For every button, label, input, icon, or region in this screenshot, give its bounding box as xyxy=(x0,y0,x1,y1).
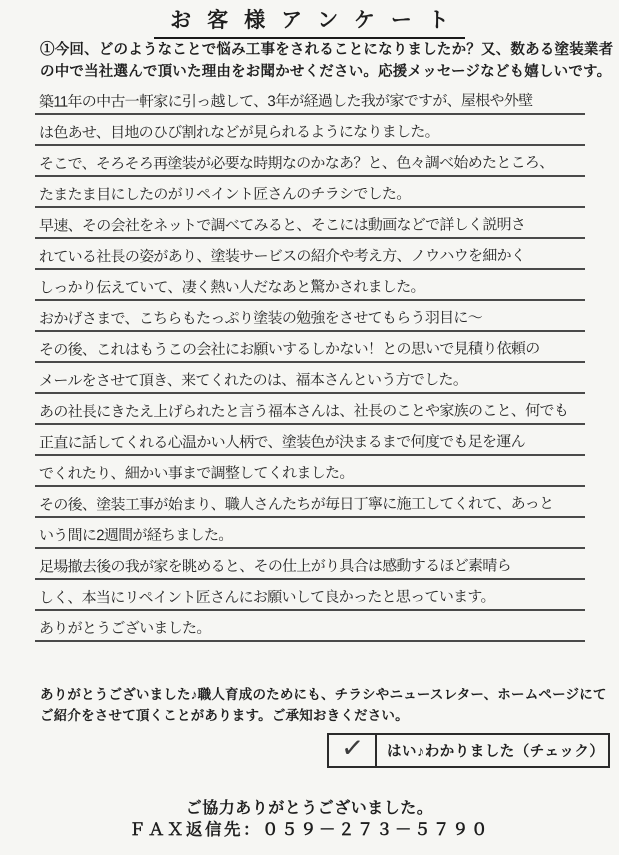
answer-line[interactable] xyxy=(35,301,585,332)
answer-line[interactable] xyxy=(35,146,585,177)
footer-thanks: ご協力ありがとうございました。 xyxy=(185,800,434,817)
answer-line[interactable] xyxy=(35,115,585,146)
acknowledge-checkbox[interactable] xyxy=(329,732,377,766)
answer-line-text: その後、塗装工事が始まり、職人さんたちが毎日丁寧に施工してくれて、あっと xyxy=(38,495,554,514)
answer-line-text: しっかり伝えていて、凄く熱い人だなあと驚かされました。 xyxy=(38,278,425,297)
answer-line[interactable] xyxy=(35,84,585,115)
answer-line[interactable] xyxy=(35,239,585,270)
answer-line-text: 足場撤去後の我が家を眺めると、その仕上がり具合は感動するほど素晴ら xyxy=(38,557,511,576)
acknowledge-label: はい♪わかりました（チェック） xyxy=(387,744,605,760)
page-title xyxy=(0,4,619,39)
answer-line[interactable] xyxy=(35,518,585,549)
answer-line[interactable] xyxy=(35,208,585,239)
answer-line-text: メールをさせて頂き、来てくれたのは、福本さんという方でした。 xyxy=(38,371,468,390)
answer-line[interactable] xyxy=(35,363,585,394)
answer-line-text: そこで、そろそろ再塗装が必要な時期なのかなあ？と、色々調べ始めたところ、 xyxy=(38,154,554,173)
answer-line-text: 築11年の中古一軒家に引っ越して、3年が経過した我が家ですが、屋根や外壁 xyxy=(38,92,533,111)
answer-line[interactable] xyxy=(35,487,585,518)
footer-fax-number: ＦＡＸ返信先：０５９－２７３－５７９０ xyxy=(129,821,490,839)
answer-line[interactable] xyxy=(35,456,585,487)
answer-line-text: あの社長にきたえ上げられたと言う福本さんは、社長のことや家族のこと、何でも xyxy=(38,402,569,421)
answer-line[interactable] xyxy=(35,394,585,425)
answer-line[interactable] xyxy=(35,177,585,208)
answer-line-text: でくれたり、細かい事まで調整してくれました。 xyxy=(38,464,354,483)
answer-line-text: ありがとうございました。 xyxy=(38,619,211,638)
answer-line-text: その後、これはもうこの会社にお願いするしかない！との思いで見積り依頼の xyxy=(38,340,540,359)
answer-line-text: れている社長の姿があり、塗装サービスの紹介や考え方、ノウハウを細かく xyxy=(38,247,526,266)
answer-line-text: 早速、その会社をネットで調べてみると、そこには動画などで詳しく説明さ xyxy=(38,216,526,235)
answer-line-text: しく、本当にリペイント匠さんにお願いして良かったと思っています。 xyxy=(38,588,495,607)
answer-line[interactable] xyxy=(35,580,585,611)
answer-line[interactable] xyxy=(35,332,585,363)
answer-line-text: おかげさまで、こちらもたっぷり塗装の勉強をさせてもらう羽目に〜 xyxy=(38,309,483,328)
page-title-text: お客様アンケート xyxy=(154,4,465,39)
answer-line[interactable] xyxy=(35,425,585,456)
answer-line[interactable] xyxy=(35,270,585,301)
answer-line-text: は色あせ、目地のひび割れなどが見られるようになりました。 xyxy=(38,123,439,142)
acknowledge-box xyxy=(327,733,610,768)
answer-line-text: 正直に話してくれる心温かい人柄で、塗装色が決まるまで何度でも足を運ん xyxy=(38,433,525,452)
answer-area xyxy=(35,84,585,642)
answer-line[interactable] xyxy=(35,549,585,580)
notice-text: ありがとうございました♪職人育成のためにも、チラシやニュースレター、ホームページにてご紹介をさせて頂くことがあります。ご承知おきください。 xyxy=(40,687,607,723)
answer-line-text: たまたま目にしたのがリペイント匠さんのチラシでした。 xyxy=(38,185,411,204)
question-text: ①今回、どのようなことで悩み工事をされることになりましたか？又、数ある塗装業者の中で当社選んで頂いた理由をお聞かせください。応援メッセージなども嬉しいです。 xyxy=(40,42,614,80)
answer-line[interactable] xyxy=(35,611,585,642)
checkmark-icon: ✓ xyxy=(339,732,365,764)
answer-line-text: いう間に2週間が経ちました。 xyxy=(38,526,233,545)
